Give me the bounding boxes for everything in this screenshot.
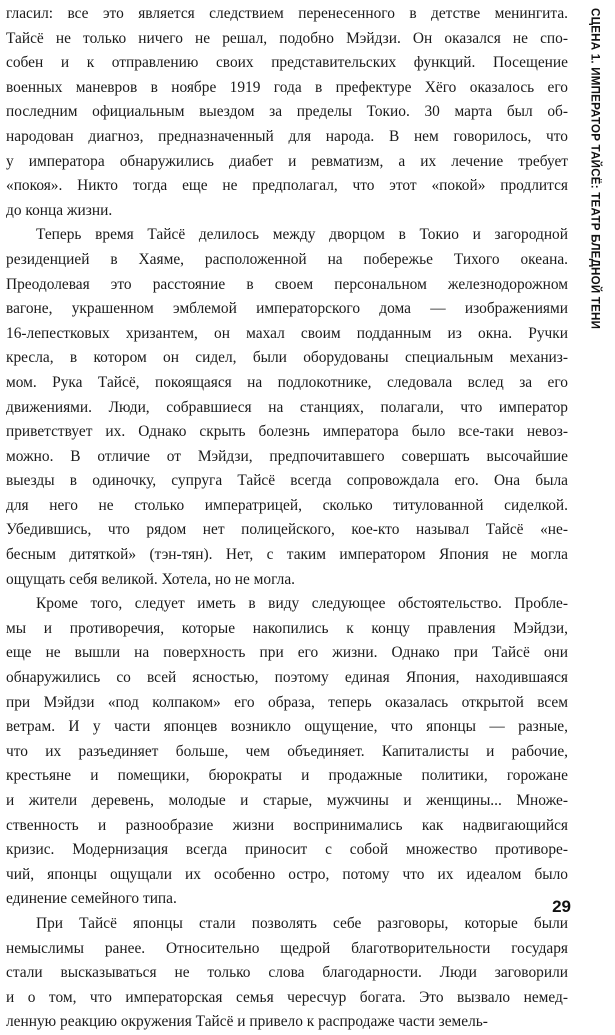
text-line: чий, японцы ощущали их особенно остро, потому что их идеалом было — [6, 865, 568, 883]
text-line: Убедившись, что рядом нет полицейского, кое-кто называл Тайсё «не- — [6, 521, 568, 539]
text-line: и о том, что императорская семья чересчур богата. Это вызвало немед- — [6, 988, 568, 1006]
paragraph — [6, 912, 568, 1035]
text-line: ощущать себя великой. Хотела, но не могла. — [6, 570, 296, 588]
text-line: можно. В отличие от Мэйдзи, предпочитавшего совершать высочайшие — [6, 447, 568, 465]
text-line: Преодолевая это расстояние в своем персональном железнодорожном — [6, 275, 568, 293]
text-line: для него не столько императрицей, сколько титулованной сиделкой. — [6, 496, 568, 514]
text-line: мы и противоречия, которые накопились к концу правления Мэйдзи, — [6, 619, 568, 637]
text-line: резиденцией в Хаяме, расположенной на побережье Тихого океана. — [6, 250, 568, 268]
text-line: что их разъединяет больше, чем объединяет. Капиталисты и рабочие, — [6, 742, 568, 760]
text-line: крестьяне и помещики, бюрократы и продажные политики, горожане — [6, 767, 568, 785]
text-line: бесным дитяткой» (тэн-тян). Нет, с таким императором Япония не могла — [6, 546, 568, 564]
text-line: ственность и разнообразие жизни воспринимались как надвигающийся — [6, 816, 568, 834]
text-line: народован диагноз, предназначенный для народа. В нем говорилось, что — [6, 127, 568, 145]
text-line: Теперь время Тайсё делилось между дворцом в Токио и загородной — [36, 226, 568, 244]
page-number: 29 — [552, 897, 571, 916]
running-head — [581, 8, 609, 448]
running-head-text: СЦЕНА 1. ИМПЕРАТОР ТАЙСЁ: ТЕАТР БЛЕДНОЙ ТЕНИ — [588, 8, 602, 330]
text-line: при Мэйдзи «под колпаком» его образа, теперь оказалась открытой всем — [6, 693, 568, 711]
text-line: еще не вышли на поверхность при его жизни. Однако при Тайсё они — [6, 644, 568, 662]
text-line: «покоя». Никто тогда еще не предполагал, что этот «покой» продлится — [6, 177, 568, 195]
paragraph — [6, 223, 568, 592]
text-line: приветствует их. Однако скрыть болезнь императора было все-таки невоз- — [6, 423, 568, 441]
text-line: единение семейного типа. — [6, 890, 177, 908]
text-line: кресла, в котором он сидел, были оборудованы специальным механиз- — [6, 349, 568, 367]
text-line: ленную реакцию окружения Тайсё и привело к распродаже части земель- — [6, 1013, 488, 1031]
text-line: до конца жизни. — [6, 201, 113, 219]
text-line: собен и к отправлению своих представительских функций. Посещение — [6, 54, 568, 72]
text-line: 16-лепестковых хризантем, он махал своим подданным из окна. Ручки — [6, 324, 568, 342]
text-line: последним официальным выездом за пределы Токио. 30 марта был об- — [6, 103, 568, 121]
text-line: стали высказываться не только слова благодарности. Люди заговорили — [6, 964, 568, 982]
text-line: ветрам. И у части японцев возникло ощущение, что японцы — разные, — [6, 718, 568, 736]
text-line: движениями. Люди, собравшиеся на станциях, полагали, что император — [6, 398, 568, 416]
text-line: вагоне, украшенном эмблемой императорского дома — изображениями — [6, 300, 568, 318]
text-line: Тайсё не только ничего не решал, подобно Мэйдзи. Он оказался не спо- — [6, 29, 568, 47]
text-line: у императора обнаружились диабет и ревматизм, а их лечение требует — [6, 152, 568, 170]
text-line: гласил: все это является следствием перенесенного в детстве менингита. — [6, 5, 568, 22]
paragraph — [6, 2, 568, 223]
text-line: и жители деревень, молодые и старые, мужчины и женщины... Множе- — [6, 792, 568, 809]
text-line: При Тайсё японцы стали позволять себе разговоры, которые были — [36, 914, 568, 932]
text-line: военных маневров в ноябре 1919 года в префектуре Хёго оказалось его — [6, 78, 568, 96]
text-line: Кроме того, следует иметь в виду следующее обстоятельство. Пробле- — [36, 595, 568, 613]
text-line: мом. Рука Тайсё, покоящаяся на подлокотнике, следовала вслед за его — [6, 373, 568, 391]
body-text — [6, 2, 568, 1035]
text-line: немыслимы ранее. Относительно щедрой благотворительности государя — [6, 939, 568, 957]
text-line: выезды в одиночку, супруга Тайсё всегда сопровождала его. Она была — [6, 472, 568, 490]
text-line: кризис. Модернизация всегда приносит с собой множество противоре- — [6, 841, 568, 859]
paragraph — [6, 592, 568, 912]
text-line: обнаружились со всей ясностью, поэтому единая Япония, находившаяся — [6, 669, 568, 687]
